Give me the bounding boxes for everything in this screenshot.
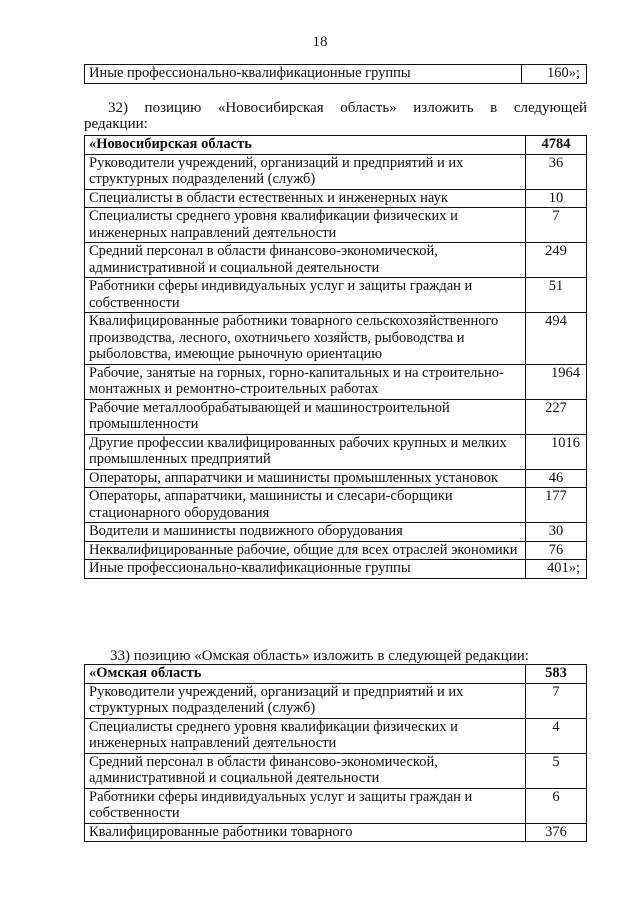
quota-value: 51 — [526, 278, 587, 313]
section-32-intro: 32) позицию «Новосибирская область» изложить в следующей — [108, 100, 587, 116]
table-header-row — [85, 665, 587, 684]
occupation-group: Квалифицированные работники товарного — [85, 823, 526, 842]
table-row — [85, 469, 587, 488]
region-total: 583 — [526, 665, 587, 684]
table-row — [85, 189, 587, 208]
quota-value: 76 — [526, 541, 587, 560]
table-row — [85, 278, 587, 313]
occupation-group: Работники сферы индивидуальных услуг и защиты граждан и собственности — [85, 278, 526, 313]
table-row — [85, 488, 587, 523]
quota-value: 227 — [526, 399, 587, 434]
table-row — [85, 208, 587, 243]
quota-value: 30 — [526, 523, 587, 542]
occupation-group: Квалифицированные работники товарного сельскохозяйственного производства, лесного, охотничьего хозяйств, рыбоводства и рыболовства, имеющие рыночную ориентацию — [85, 313, 526, 365]
table-row — [85, 718, 587, 753]
quota-value: 5 — [526, 753, 587, 788]
section-32-intro-cont: редакции: — [84, 116, 148, 132]
quota-value: 46 — [526, 469, 587, 488]
quota-value: 494 — [526, 313, 587, 365]
table-row — [85, 434, 587, 469]
quota-value: 376 — [526, 823, 587, 842]
table-row — [85, 154, 587, 189]
table-row — [85, 364, 587, 399]
table-row — [85, 313, 587, 365]
quota-value: 1964 — [526, 364, 587, 399]
occupation-group: Другие профессии квалифицированных рабочих крупных и мелких промышленных предприятий — [85, 434, 526, 469]
table-row — [85, 683, 587, 718]
quota-value: 4 — [526, 718, 587, 753]
region-name: «Новосибирская область — [85, 136, 526, 155]
occupation-group: Неквалифицированные рабочие, общие для всех отраслей экономики — [85, 541, 526, 560]
omsk-table — [84, 664, 587, 842]
table-header-row — [85, 136, 587, 155]
occupation-group: Рабочие металлообрабатывающей и машиностроительной промышленности — [85, 399, 526, 434]
quota-value: 160»; — [522, 65, 587, 84]
occupation-group: Иные профессионально-квалификационные группы — [85, 560, 526, 579]
occupation-group: Специалисты среднего уровня квалификации физических и инженерных направлений деятельности — [85, 718, 526, 753]
table-row — [85, 65, 587, 84]
occupation-group: Руководители учреждений, организаций и предприятий и их структурных подразделений (служб) — [85, 683, 526, 718]
table-row — [85, 243, 587, 278]
table-row — [85, 823, 587, 842]
region-name: «Омская область — [85, 665, 526, 684]
quota-value: 6 — [526, 788, 587, 823]
occupation-group: Средний персонал в области финансово-экономической, административной и социальной деятельности — [85, 753, 526, 788]
quota-value: 1016 — [526, 434, 587, 469]
occupation-group: Операторы, аппаратчики и машинисты промышленных установок — [85, 469, 526, 488]
quota-value: 10 — [526, 189, 587, 208]
quota-value: 177 — [526, 488, 587, 523]
quota-value: 7 — [526, 208, 587, 243]
occupation-group: Иные профессионально-квалификационные группы — [85, 65, 522, 84]
table-row — [85, 399, 587, 434]
table-row — [85, 523, 587, 542]
occupation-group: Специалисты в области естественных и инженерных наук — [85, 189, 526, 208]
occupation-group: Средний персонал в области финансово-экономической, административной и социальной деятельности — [85, 243, 526, 278]
page-number: 18 — [312, 34, 328, 50]
occupation-group: Специалисты среднего уровня квалификации физических и инженерных направлений деятельности — [85, 208, 526, 243]
table-row — [85, 753, 587, 788]
section-33-intro: 33) позицию «Омская область» изложить в следующей редакции: — [110, 648, 529, 664]
occupation-group: Работники сферы индивидуальных услуг и защиты граждан и собственности — [85, 788, 526, 823]
table-row — [85, 560, 587, 579]
quota-value: 7 — [526, 683, 587, 718]
region-total: 4784 — [526, 136, 587, 155]
occupation-group: Рабочие, занятые на горных, горно-капитальных и на строительно-монтажных и ремонтно-строительных работах — [85, 364, 526, 399]
occupation-group: Операторы, аппаратчики, машинисты и слесари-сборщики стационарного оборудования — [85, 488, 526, 523]
quota-value: 401»; — [526, 560, 587, 579]
quota-value: 249 — [526, 243, 587, 278]
table-row — [85, 788, 587, 823]
occupation-group: Водители и машинисты подвижного оборудования — [85, 523, 526, 542]
novosibirsk-table — [84, 135, 587, 579]
quota-value: 36 — [526, 154, 587, 189]
occupation-group: Руководители учреждений, организаций и предприятий и их структурных подразделений (служб) — [85, 154, 526, 189]
table-row — [85, 541, 587, 560]
continued-table — [84, 64, 587, 84]
